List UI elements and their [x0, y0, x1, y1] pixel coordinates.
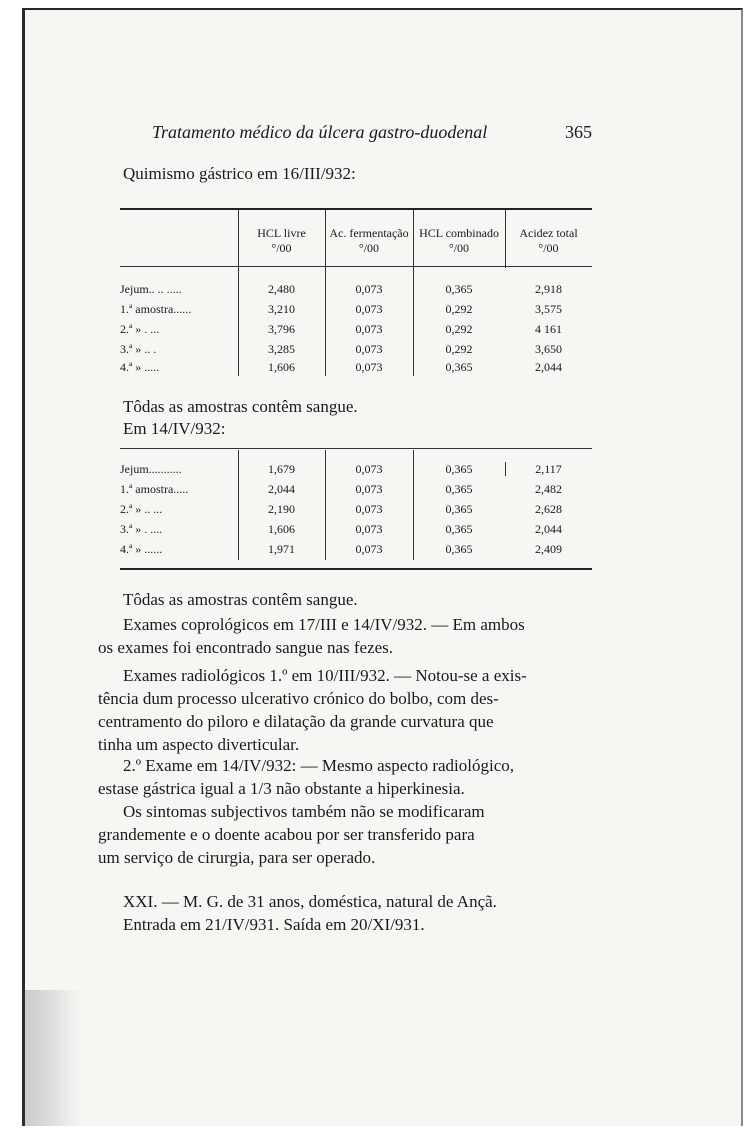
table-row-label: Jejum........... [120, 462, 182, 476]
table-row-label: 3.ª » . .... [120, 522, 163, 536]
col-header: Ac. fermentação °/00 [329, 226, 409, 255]
table-cell: 0,292 [445, 302, 473, 316]
table-cell: 0,073 [355, 462, 383, 476]
table-cell: 0,365 [445, 462, 473, 476]
table-cell: 0,365 [445, 482, 473, 496]
table-cell: 3,285 [268, 342, 295, 356]
table-cell: 0,073 [355, 482, 383, 496]
table-cell: 2,628 [535, 502, 562, 516]
table-cell: 0,073 [355, 302, 383, 316]
table-row-label: 4.ª » ..... [120, 360, 160, 374]
col-header: Acidez total °/00 [519, 226, 578, 255]
table-cell: 2,918 [535, 282, 562, 296]
table-cell: 4 161 [535, 322, 562, 336]
table-cell: 0,073 [355, 360, 383, 374]
table-cell: 0,073 [355, 542, 383, 556]
table-cell: 2,482 [535, 482, 562, 496]
table-cell: 0,073 [355, 522, 383, 536]
note-blood-1: Tôdas as amostras contêm sangue. [123, 397, 358, 416]
table-cell: 2,190 [268, 502, 295, 516]
col-header: HCL combinado °/00 [419, 226, 499, 255]
table-cell: 0,073 [355, 282, 383, 296]
table-row-label: 1.ª amostra...... [120, 302, 192, 316]
gastric-table-2 [120, 448, 592, 578]
intro-line: Quimismo gástrico em 16/III/932: [123, 164, 356, 183]
table-cell: 2,044 [268, 482, 295, 496]
page-number: 365 [565, 122, 592, 142]
table-cell: 1,606 [268, 360, 295, 374]
table-cell: 3,210 [268, 302, 295, 316]
note-blood-2: Tôdas as amostras contêm sangue. [123, 590, 358, 609]
paragraph-symptoms: Os sintomas subjectivos também não se modificaram grandemente e o doente acabou por ser transferido para um serviço de cirurgia, para ser operado. [98, 802, 485, 867]
table-cell: 0,365 [445, 502, 473, 516]
table-cell: 0,292 [445, 322, 473, 336]
table-cell: 0,365 [445, 360, 473, 374]
table-cell: 2,480 [268, 282, 295, 296]
table-cell: 0,365 [445, 542, 473, 556]
paragraph-radiological-1: Exames radiológicos 1.º em 10/III/932. — Notou-se a exis- tência dum processo ulcerativo crónico do bolbo, com des- centramento do piloro e dilatação da grande curvatura que tinha um aspecto diverticular. [98, 666, 527, 754]
table-cell: 3,575 [535, 302, 562, 316]
table-cell: 0,073 [355, 322, 383, 336]
table-cell: 1,606 [268, 522, 295, 536]
paragraph-coprological: Exames coprológicos em 17/III e 14/IV/932. — Em ambos os exames foi encontrado sangue nas fezes. [98, 615, 525, 657]
table-cell: 1,971 [268, 542, 295, 556]
table-row-label: Jejum.. .. ..... [120, 282, 182, 296]
col-header: HCL livre °/00 [257, 226, 306, 255]
paragraph-case-xxi: XXI. — M. G. de 31 anos, doméstica, natural de Ançã. Entrada em 21/IV/931. Saída em 20/XI/931. [123, 892, 497, 934]
gastric-table-1 [120, 208, 592, 388]
table-row-label: 1.ª amostra..... [120, 482, 189, 496]
table-cell: 2,117 [535, 462, 562, 476]
book-page [22, 8, 743, 1126]
paragraph-radiological-2: 2.º Exame em 14/IV/932: — Mesmo aspecto radiológico, estase gástrica igual a 1/3 não obstante a hiperkinesia. [98, 756, 514, 798]
table-cell: 0,365 [445, 522, 473, 536]
page-header [152, 122, 592, 152]
table-cell: 0,073 [355, 502, 383, 516]
table-cell: 0,073 [355, 342, 383, 356]
table-cell: 0,292 [445, 342, 473, 356]
running-title: Tratamento médico da úlcera gastro-duodenal [152, 122, 488, 142]
table-cell: 3,650 [535, 342, 562, 356]
table-cell: 2,044 [535, 522, 562, 536]
table-row-label: 4.ª » ...... [120, 542, 163, 556]
table-row-label: 2.ª » . ... [120, 322, 160, 336]
table-cell: 2,409 [535, 542, 562, 556]
date-line-2: Em 14/IV/932: [123, 419, 226, 438]
table-cell: 0,365 [445, 282, 473, 296]
table-row-label: 2.ª » .. ... [120, 502, 163, 516]
table-cell: 2,044 [535, 360, 562, 374]
table-cell: 3,796 [268, 322, 295, 336]
table-row-label: 3.ª » .. . [120, 342, 157, 356]
table-cell: 1,679 [268, 462, 295, 476]
